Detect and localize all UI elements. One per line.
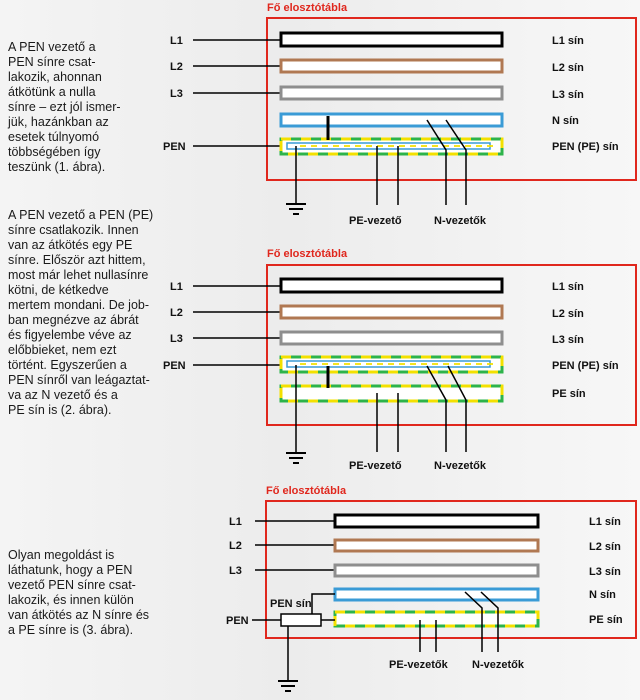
right-label-pe-bus: PE sín bbox=[589, 614, 623, 626]
left-label-l1: L1 bbox=[170, 35, 183, 47]
left-label-l3: L3 bbox=[229, 565, 242, 577]
l3-busbar bbox=[281, 332, 502, 344]
l3-busbar bbox=[281, 87, 502, 99]
left-label-l1: L1 bbox=[229, 516, 242, 528]
pen-busbar bbox=[281, 614, 321, 626]
right-label-pen-pe-bus: PEN (PE) sín bbox=[552, 360, 619, 372]
n-busbar bbox=[335, 589, 538, 600]
diagram-1 bbox=[163, 2, 636, 227]
left-label-pen: PEN bbox=[163, 360, 186, 372]
l1-busbar bbox=[281, 279, 502, 292]
paragraph-1: A PEN vezető a PEN sínre csat- lakozik, ahonnan átkötünk a nulla sínre – ezt jól ismer- jük, hazánkban az esetek túlnyomó többségében így teszünk (1. ábra). bbox=[8, 40, 121, 174]
paragraph-3: Olyan megoldást is láthatunk, hogy a PEN vezető PEN sínre csat- lakozik, és innen külön van átkötés az N sínre és a PE sínre is (3. ábra). bbox=[8, 548, 150, 637]
pen-to-n-bridge bbox=[312, 594, 335, 614]
right-label-l3-bus: L3 sín bbox=[589, 566, 621, 578]
pen-pe-busbar bbox=[281, 139, 502, 154]
diagram-2-title: Fő elosztótábla bbox=[267, 248, 348, 260]
right-label-l1-bus: L1 sín bbox=[552, 281, 584, 293]
diagram-2 bbox=[163, 248, 636, 472]
right-label-l2-bus: L2 sín bbox=[552, 308, 584, 320]
l2-busbar bbox=[281, 60, 502, 72]
ground-symbol-2 bbox=[286, 365, 306, 463]
label-n-conductors: N-vezetők bbox=[434, 460, 486, 472]
left-label-l2: L2 bbox=[170, 307, 183, 319]
l2-busbar bbox=[335, 540, 538, 551]
left-label-pen: PEN bbox=[226, 615, 249, 627]
right-label-l3-bus: L3 sín bbox=[552, 89, 584, 101]
l1-busbar bbox=[281, 33, 502, 46]
n-conductor bbox=[446, 120, 466, 205]
right-label-l2-bus: L2 sín bbox=[552, 62, 584, 74]
paragraph-2: A PEN vezető a PEN (PE) sínre csatlakozik. Innen van az átkötés egy PE sínre. Először azt hittem, most már lehet nullasínre kötni, de kétkedve mertem mondani. De job- ban megnézve az ábrát és figyelembe véve az előbbieket, nem ezt történt. Egyszerűen a PEN sínről van leágaztat- va az N vezető és a PE sín is (2. ábra). bbox=[8, 208, 154, 417]
n-conductor bbox=[427, 366, 446, 452]
left-label-pen: PEN bbox=[163, 141, 186, 153]
label-pen-busbar: PEN sín bbox=[270, 598, 312, 610]
label-n-conductors: N-vezetők bbox=[434, 215, 486, 227]
right-label-l2-bus: L2 sín bbox=[589, 541, 621, 553]
l2-busbar bbox=[281, 306, 502, 318]
left-label-l2: L2 bbox=[170, 61, 183, 73]
label-pe-conductor: PE-vezető bbox=[349, 460, 402, 472]
right-label-pen-pe-bus: PEN (PE) sín bbox=[552, 141, 619, 153]
right-label-l1-bus: L1 sín bbox=[589, 516, 621, 528]
l1-busbar bbox=[335, 515, 538, 527]
pen-pe-busbar bbox=[281, 357, 502, 372]
diagram-3-title: Fő elosztótábla bbox=[266, 485, 347, 497]
diagram-3 bbox=[226, 485, 636, 691]
n-conductor bbox=[427, 120, 446, 205]
label-n-conductors: N-vezetők bbox=[472, 659, 524, 671]
ground-symbol-3 bbox=[278, 626, 298, 691]
diagram-1-title: Fő elosztótábla bbox=[267, 2, 348, 14]
right-label-l1-bus: L1 sín bbox=[552, 35, 584, 47]
left-label-l2: L2 bbox=[229, 540, 242, 552]
right-label-pe-bus: PE sín bbox=[552, 388, 586, 400]
label-pe-conductors: PE-vezetők bbox=[389, 659, 448, 671]
label-pe-conductor: PE-vezető bbox=[349, 215, 402, 227]
l3-busbar bbox=[335, 565, 538, 576]
right-label-l3-bus: L3 sín bbox=[552, 334, 584, 346]
left-label-l3: L3 bbox=[170, 333, 183, 345]
n-conductor bbox=[448, 366, 466, 452]
left-label-l1: L1 bbox=[170, 281, 183, 293]
right-label-n-bus: N sín bbox=[552, 115, 579, 127]
right-label-n-bus: N sín bbox=[589, 589, 616, 601]
n-busbar bbox=[281, 114, 502, 126]
pe-busbar bbox=[281, 386, 502, 401]
left-label-l3: L3 bbox=[170, 88, 183, 100]
